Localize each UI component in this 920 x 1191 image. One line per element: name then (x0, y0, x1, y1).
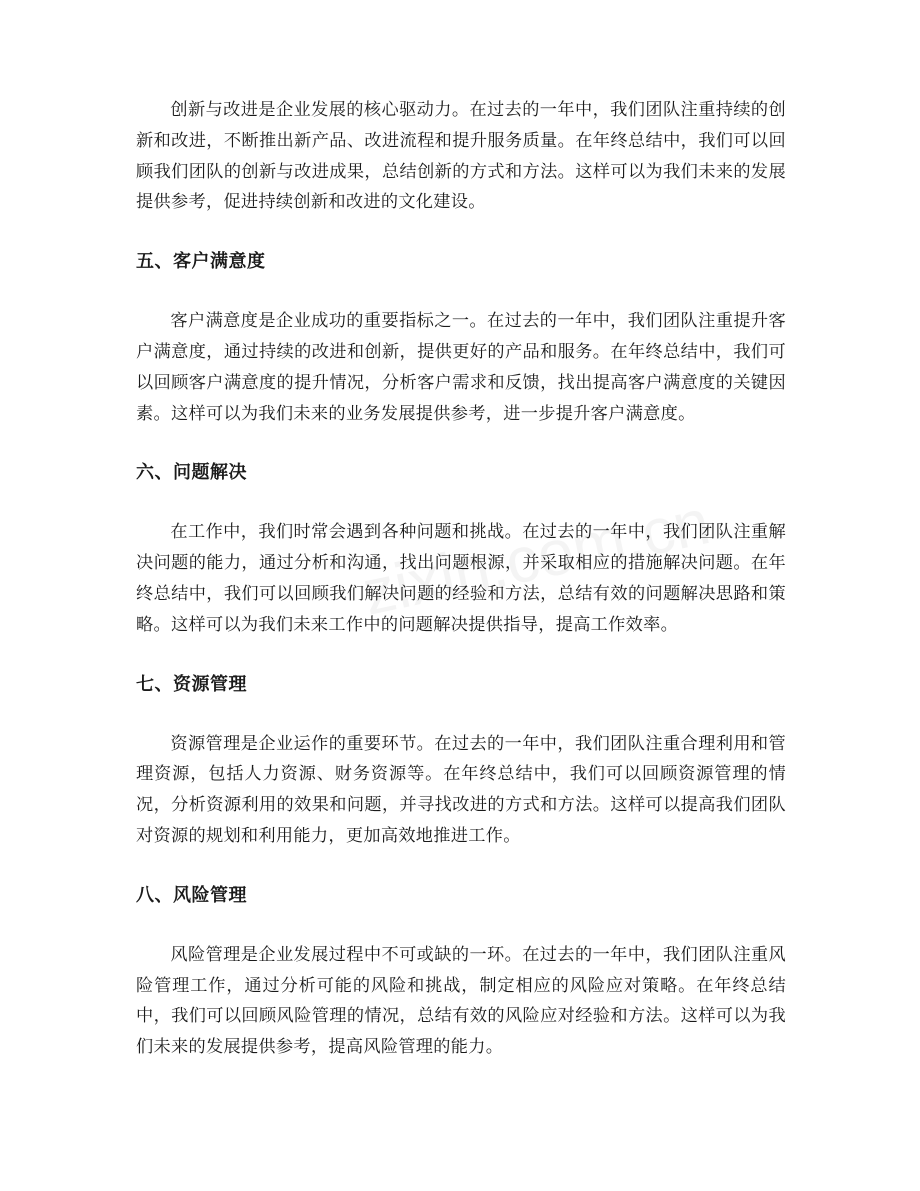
section-paragraph-problem-solving: 在工作中，我们时常会遇到各种问题和挑战。在过去的一年中，我们团队注重解决问题的能力，通过分析和沟通，找出问题根源，并采取相应的措施解决问题。在年终总结中，我们可以回顾我们解决问题的经验和方法，总结有效的问题解决思路和策略。这样可以为我们未来工作中的问题解决提供指导，提高工作效率。 (136, 522, 786, 635)
section-heading-risk-management: 八、风险管理 (136, 884, 247, 906)
section-paragraph-customer-satisfaction: 客户满意度是企业成功的重要指标之一。在过去的一年中，我们团队注重提升客户满意度，通过持续的改进和创新，提供更好的产品和服务。在年终总结中，我们可以回顾客户满意度的提升情况，分析客户需求和反馈，找出提高客户满意度的关键因素。这样可以为我们未来的业务发展提供参考，进一步提升客户满意度。 (136, 311, 786, 424)
section-heading-customer-satisfaction: 五、客户满意度 (136, 251, 266, 273)
section-heading-problem-solving: 六、问题解决 (136, 462, 247, 484)
section-heading-resource-management: 七、资源管理 (136, 673, 247, 695)
document-body (136, 95, 786, 1092)
section-paragraph-risk-management: 风险管理是企业发展过程中不可或缺的一环。在过去的一年中，我们团队注重风险管理工作，通过分析可能的风险和挑战，制定相应的风险应对策略。在年终总结中，我们可以回顾风险管理的情况，总结有效的风险应对经验和方法。这样可以为我们未来的发展提供参考，提高风险管理的能力。 (136, 944, 786, 1058)
section-paragraph-resource-management: 资源管理是企业运作的重要环节。在过去的一年中，我们团队注重合理利用和管理资源，包括人力资源、财务资源等。在年终总结中，我们可以回顾资源管理的情况，分析资源利用的效果和问题，并寻找改进的方式和方法。这样可以提高我们团队对资源的规划和利用能力，更加高效地推进工作。 (136, 733, 786, 846)
intro-paragraph: 创新与改进是企业发展的核心驱动力。在过去的一年中，我们团队注重持续的创新和改进，不断推出新产品、改进流程和提升服务质量。在年终总结中，我们可以回顾我们团队的创新与改进成果，总结创新的方式和方法。这样可以为我们未来的发展提供参考，促进持续创新和改进的文化建设。 (136, 100, 786, 213)
